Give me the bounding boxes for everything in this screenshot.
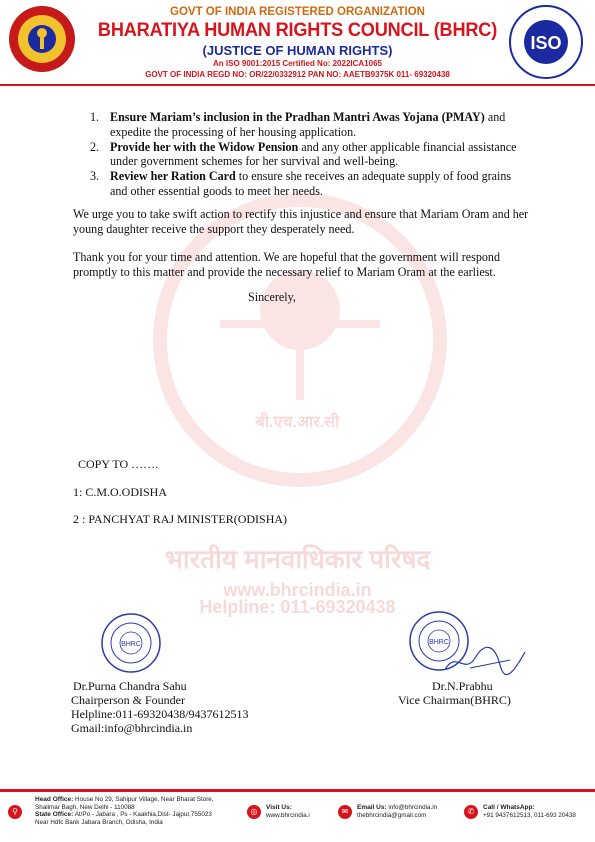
left-signatory-email: Gmail:info@bhrcindia.in — [71, 721, 193, 735]
header-divider — [0, 84, 595, 86]
state-office-label: State Office: — [35, 811, 74, 819]
right-signatory-name: Dr.N.Prabhu — [432, 679, 493, 693]
location-icon: ⚲ — [8, 805, 22, 819]
org-tagline: (JUSTICE OF HUMAN RIGHTS) — [202, 43, 393, 58]
footer-divider — [0, 789, 595, 792]
state-office-address-2: Near Hdfc Bank Jabara Branch, Odisha, India — [35, 818, 163, 826]
org-name: BHARATIYA HUMAN RIGHTS COUNCIL (BHRC) — [97, 19, 498, 41]
watermark-url: www.bhrcindia.in — [223, 580, 372, 600]
list-number: 2. — [90, 139, 100, 154]
call-label: Call / WhatsApp: — [483, 804, 535, 811]
list-item-text: to ensure she receives an adequate supply of food grains and other essential goods to meet her needs. — [110, 169, 512, 198]
iso-line: An ISO 9001:2015 Certified No: 2022ICA1065 — [213, 59, 382, 68]
regd-line: GOVT OF INDIA REGD NO: OR/22/0332912 PAN NO: AAETB9375K 011- 69320438 — [145, 70, 450, 79]
list-item — [90, 140, 530, 170]
footer-address — [35, 796, 235, 826]
state-office-address: At/Po - Jabara , Ps - Kaakhia,Dist- Jajpur,755023 — [73, 811, 212, 819]
phone-numbers: +91 9437612513, 011-693 20438 — [483, 811, 576, 819]
globe-icon: ◎ — [247, 805, 261, 819]
list-item-bold: Ensure Mariam’s inclusion in the Pradhan Mantri Awas Yojana (PMAY) — [110, 110, 485, 124]
watermark-center-text: बी.एच.आर.सी — [255, 414, 340, 431]
email-label: Email Us: — [357, 804, 387, 811]
left-signatory-title: Chairperson & Founder — [71, 693, 185, 707]
list-item-bold: Review her Ration Card — [110, 169, 236, 184]
list-number: 1. — [90, 110, 100, 124]
list-item-bold: Provide her with the Widow Pension — [110, 139, 299, 154]
list-item-text: and expedite the processing of her housing application. — [110, 110, 506, 139]
paragraph-thanks: Thank you for your time and attention. We are hopeful that the government will respond promptly to this matter and provide the necessary relief to Mariam Oram at the earliest. — [73, 250, 501, 279]
head-office-label: Head Office: — [35, 796, 74, 803]
copy-recipient-1: 1: C.M.O.ODISHA — [73, 485, 168, 499]
list-number: 3. — [90, 169, 100, 184]
left-signatory-helpline: Helpline:011-69320438/9437612513 — [71, 707, 249, 721]
govt-line: GOVT OF INDIA REGISTERED ORGANIZATION — [170, 6, 425, 18]
left-signatory-name: Dr.Purna Chandra Sahu — [73, 679, 187, 693]
head-office-address: House No 29, Sahipur Village, Near Bharat Store, Shalimar Bagh, New Delhi - 110088 — [35, 796, 214, 811]
copy-recipient-2: 2 : PANCHYAT RAJ MINISTER(ODISHA) — [73, 512, 288, 526]
closing: Sincerely, — [248, 290, 296, 304]
paragraph-urge: We urge you to take swift action to rectify this injustice and ensure that Mariam Oram and her young daughter receive the support they desperately need. — [73, 207, 529, 236]
demands-list — [90, 110, 530, 199]
list-item — [90, 110, 530, 140]
website-link[interactable]: www.bhrcindia.i — [266, 811, 310, 819]
footer-website — [266, 804, 310, 819]
iso-logo-text: ISO — [530, 33, 562, 53]
visit-label: Visit Us: — [266, 804, 292, 811]
list-item-text: and any other applicable financial assistance under government schemes for her survival and well-being. — [110, 139, 517, 169]
left-stamp — [100, 612, 162, 674]
footer-email — [357, 804, 437, 819]
email-link[interactable]: info@bhrcindia.in — [386, 804, 438, 811]
watermark-helpline: Helpline: 011-69320438 — [199, 597, 396, 617]
list-item — [90, 169, 530, 199]
footer-phone — [483, 804, 576, 819]
right-stamp-text: BHRC — [429, 639, 449, 646]
copy-to-heading: COPY TO ……. — [78, 457, 159, 471]
right-signature — [440, 640, 530, 680]
watermark-hindi: भारतीय मानवाधिकार परिषद — [164, 544, 431, 574]
phone-icon: ✆ — [464, 805, 478, 819]
mail-icon: ✉ — [338, 805, 352, 819]
left-stamp-text: BHRC — [121, 641, 141, 648]
email-link-2[interactable]: thebhrcindia@gmail.com — [357, 811, 427, 819]
right-signatory-title: Vice Chairman(BHRC) — [398, 693, 511, 707]
